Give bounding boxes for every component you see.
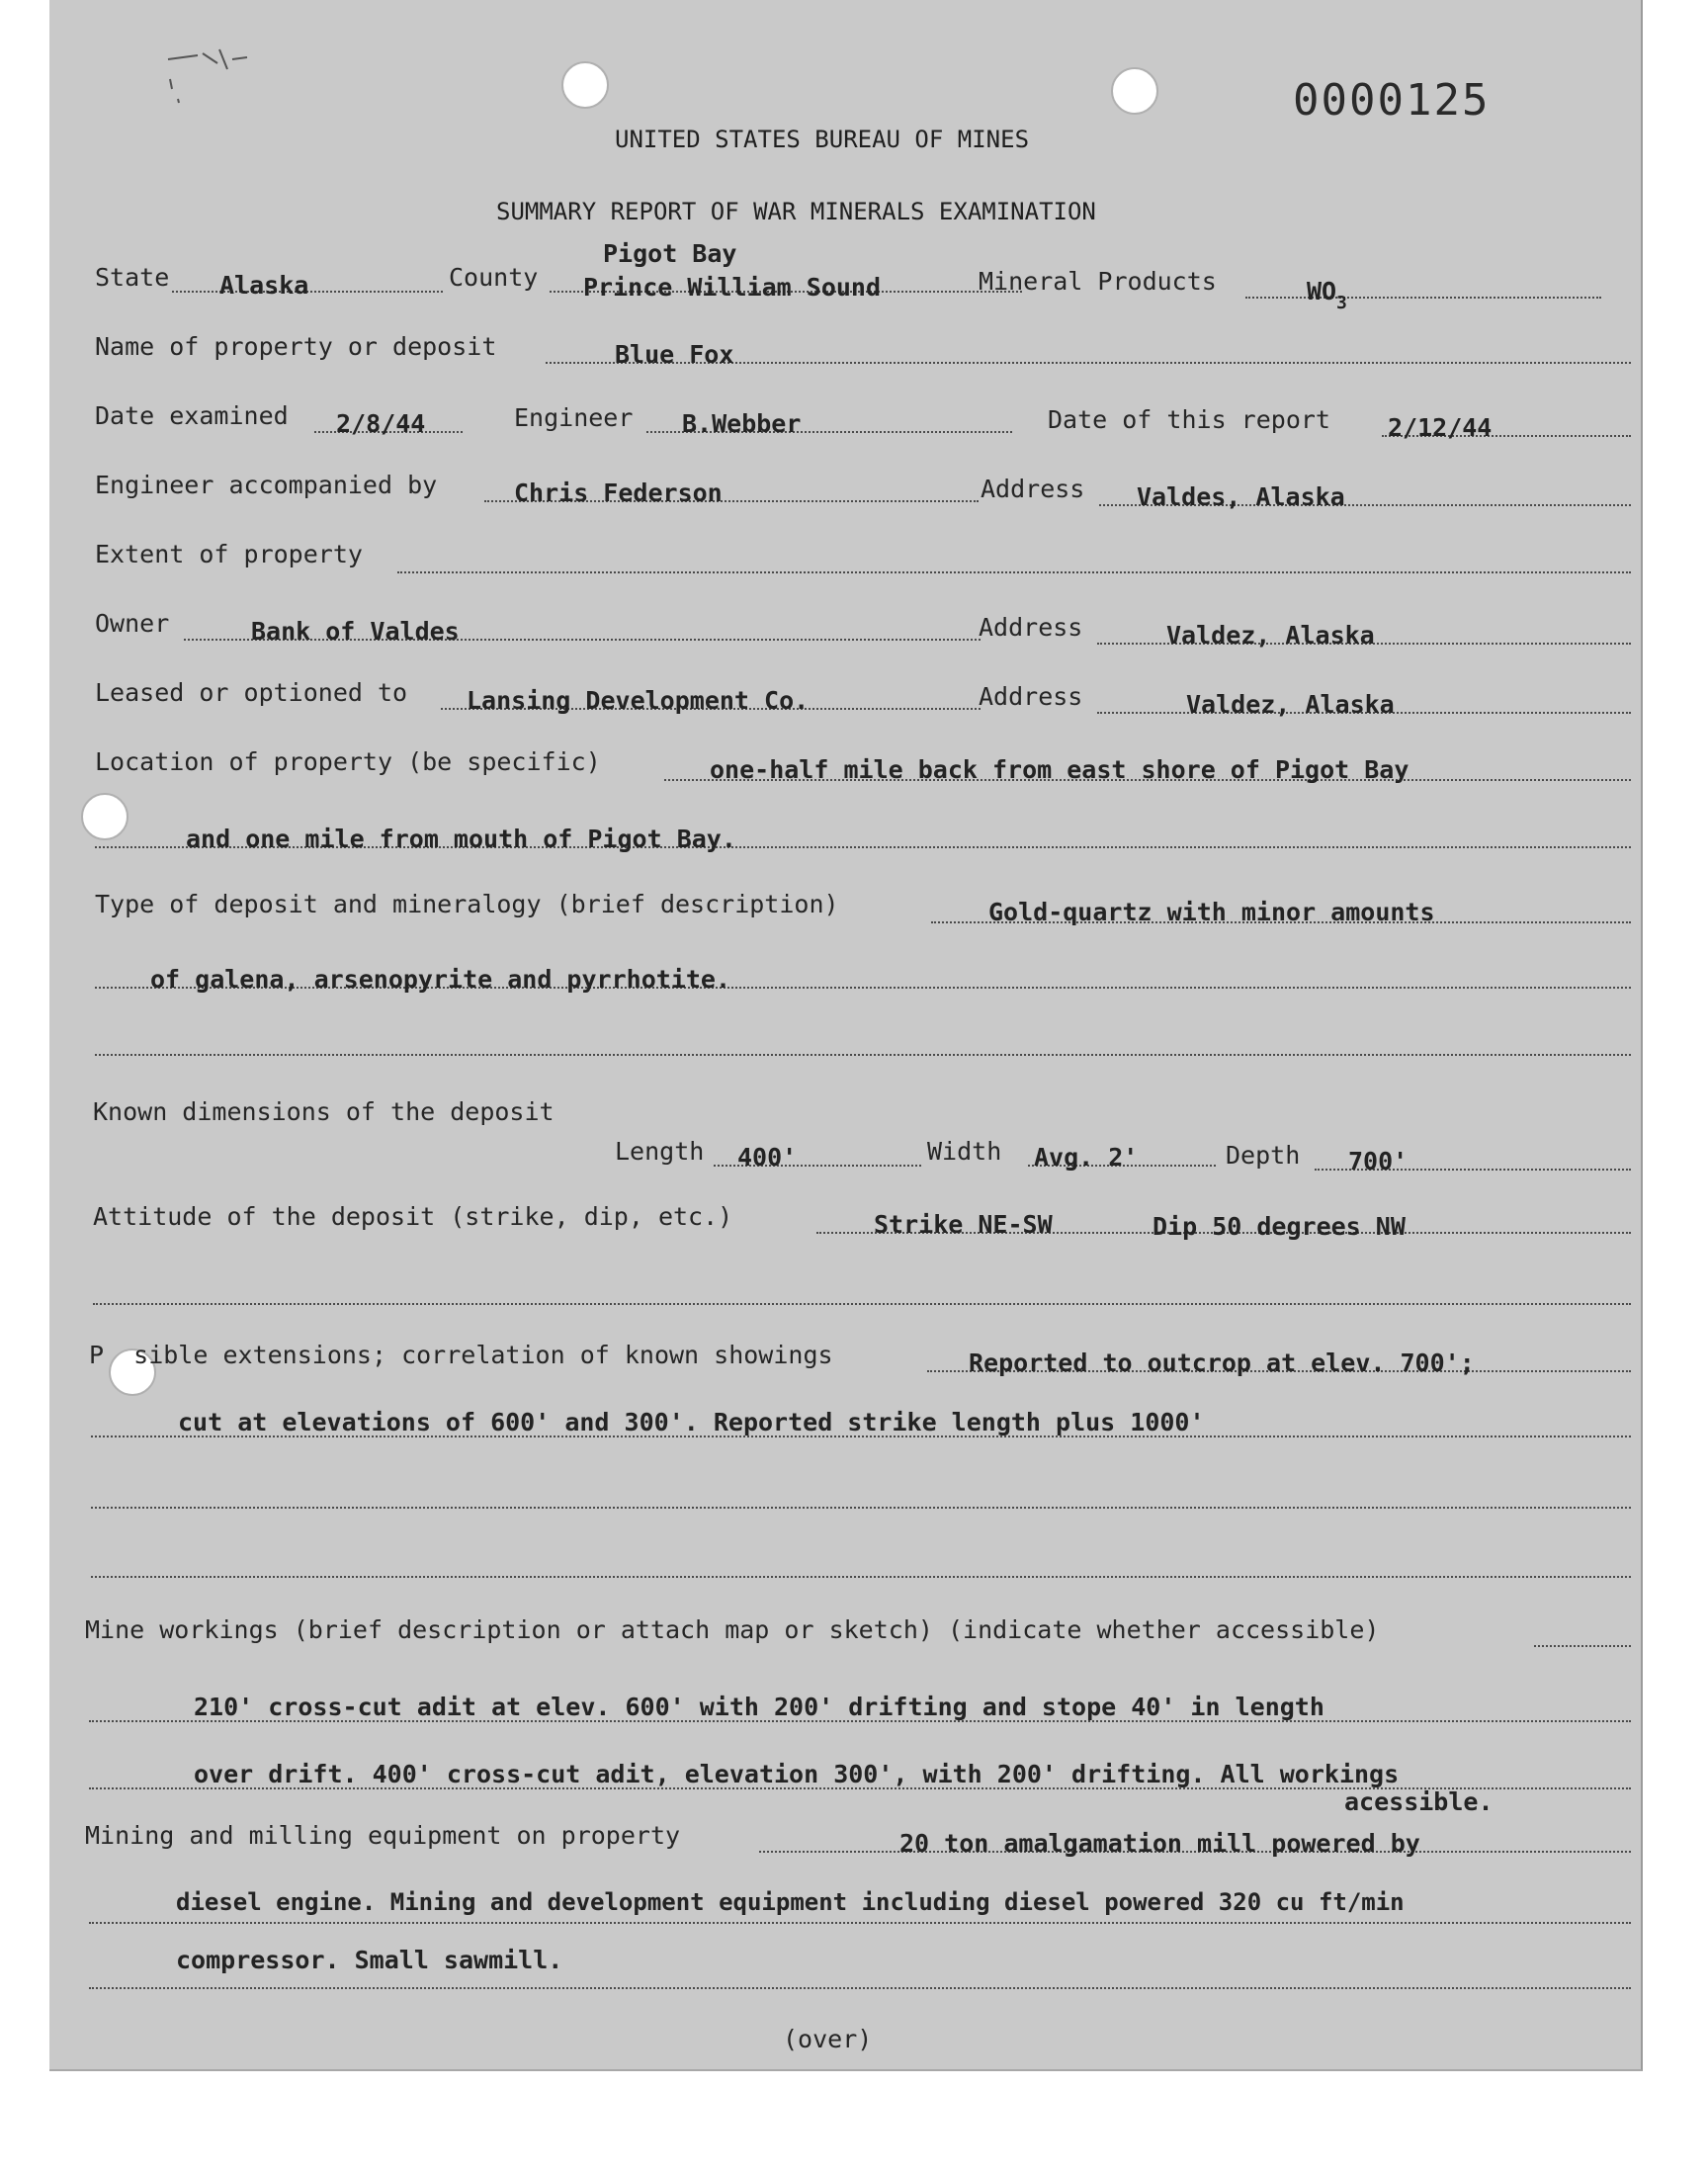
mineral-products-subscript: 3 [1336, 293, 1347, 313]
document-number: 0000125 [1293, 75, 1491, 126]
date-examined-value: 2/8/44 [336, 409, 426, 438]
county-value-top: Pigot Bay [603, 239, 737, 268]
punch-hole [81, 793, 128, 840]
over-note: (over) [783, 2025, 873, 2053]
agency-heading: UNITED STATES BUREAU OF MINES [615, 126, 1030, 153]
county-value: Prince William Sound [583, 273, 882, 302]
pencil-mark-icon [158, 30, 297, 109]
location-label: Location of property (be specific) [95, 747, 601, 776]
owner-value: Bank of Valdes [251, 617, 460, 646]
form-sheet [49, 0, 1643, 2071]
extensions-line-2: cut at elevations of 600' and 300'. Reported strike length plus 1000' [178, 1408, 1205, 1436]
width-value: Avg. 2' [1034, 1143, 1139, 1172]
length-label: Length [615, 1137, 705, 1166]
equipment-line-3: compressor. Small sawmill. [176, 1946, 563, 1974]
width-label: Width [927, 1137, 1002, 1166]
equipment-line-1: 20 ton amalgamation mill powered by [899, 1829, 1420, 1858]
location-line-1: one-half mile back from east shore of Pigot Bay [710, 755, 1409, 784]
workings-label: Mine workings (brief description or attach map or sketch) (indicate whether accessible) [85, 1615, 1380, 1644]
workings-line-1: 210' cross-cut adit at elev. 600' with 200' drifting and stope 40' in length [194, 1693, 1324, 1721]
punch-hole [1111, 67, 1158, 115]
date-examined-label: Date examined [95, 401, 289, 430]
leased-label: Leased or optioned to [95, 678, 408, 707]
accompanied-value: Chris Federson [514, 478, 723, 507]
name-property-label: Name of property or deposit [95, 332, 497, 361]
mineral-products-value: WO [1307, 277, 1337, 305]
type-deposit-line-2: of galena, arsenopyrite and pyrrhotite. [150, 965, 730, 994]
owner-address-value: Valdez, Alaska [1166, 621, 1375, 650]
type-deposit-label: Type of deposit and mineralogy (brief description) [95, 890, 839, 918]
leased-address-label: Address [979, 682, 1083, 711]
owner-address-label: Address [979, 613, 1083, 642]
engineer-label: Engineer [514, 403, 634, 432]
date-report-value: 2/12/44 [1388, 413, 1493, 442]
state-value: Alaska [219, 271, 309, 300]
report-title: SUMMARY REPORT OF WAR MINERALS EXAMINATION [496, 198, 1096, 225]
depth-value: 700' [1348, 1147, 1409, 1175]
leased-address-value: Valdez, Alaska [1186, 690, 1395, 719]
owner-label: Owner [95, 609, 170, 638]
dimensions-label: Known dimensions of the deposit [93, 1097, 555, 1126]
equipment-line-2: diesel engine. Mining and development equipment including diesel powered 320 cu ft/min [176, 1888, 1405, 1916]
accompanied-address-value: Valdes, Alaska [1137, 482, 1345, 511]
location-line-2: and one mile from mouth of Pigot Bay. [186, 825, 736, 853]
punch-hole [561, 61, 609, 109]
type-deposit-line-1: Gold-quartz with minor amounts [988, 898, 1435, 926]
length-value: 400' [737, 1143, 798, 1172]
date-report-label: Date of this report [1048, 405, 1330, 434]
equipment-label: Mining and milling equipment on property [85, 1821, 681, 1850]
dip-value: Dip 50 degrees NW [1153, 1212, 1406, 1241]
state-label: State [95, 263, 170, 292]
workings-line-2: over drift. 400' cross-cut adit, elevation 300', with 200' drifting. All workings [194, 1760, 1400, 1788]
extent-label: Extent of property [95, 540, 363, 568]
extensions-label: P sible extensions; correlation of known showings [89, 1341, 833, 1369]
name-property-value: Blue Fox [615, 340, 734, 369]
attitude-label: Attitude of the deposit (strike, dip, etc.) [93, 1202, 733, 1231]
extensions-line-1: Reported to outcrop at elev. 700'; [969, 1348, 1475, 1377]
accompanied-label: Engineer accompanied by [95, 471, 438, 499]
mineral-products-label: Mineral Products [979, 267, 1217, 296]
accompanied-address-label: Address [981, 475, 1085, 503]
strike-value: Strike NE-SW [874, 1210, 1053, 1239]
leased-value: Lansing Development Co. [467, 686, 810, 715]
county-label: County [449, 263, 539, 292]
engineer-value: B.Webber [682, 409, 802, 438]
workings-line-3: acessible. [1344, 1787, 1494, 1816]
depth-label: Depth [1226, 1141, 1301, 1170]
